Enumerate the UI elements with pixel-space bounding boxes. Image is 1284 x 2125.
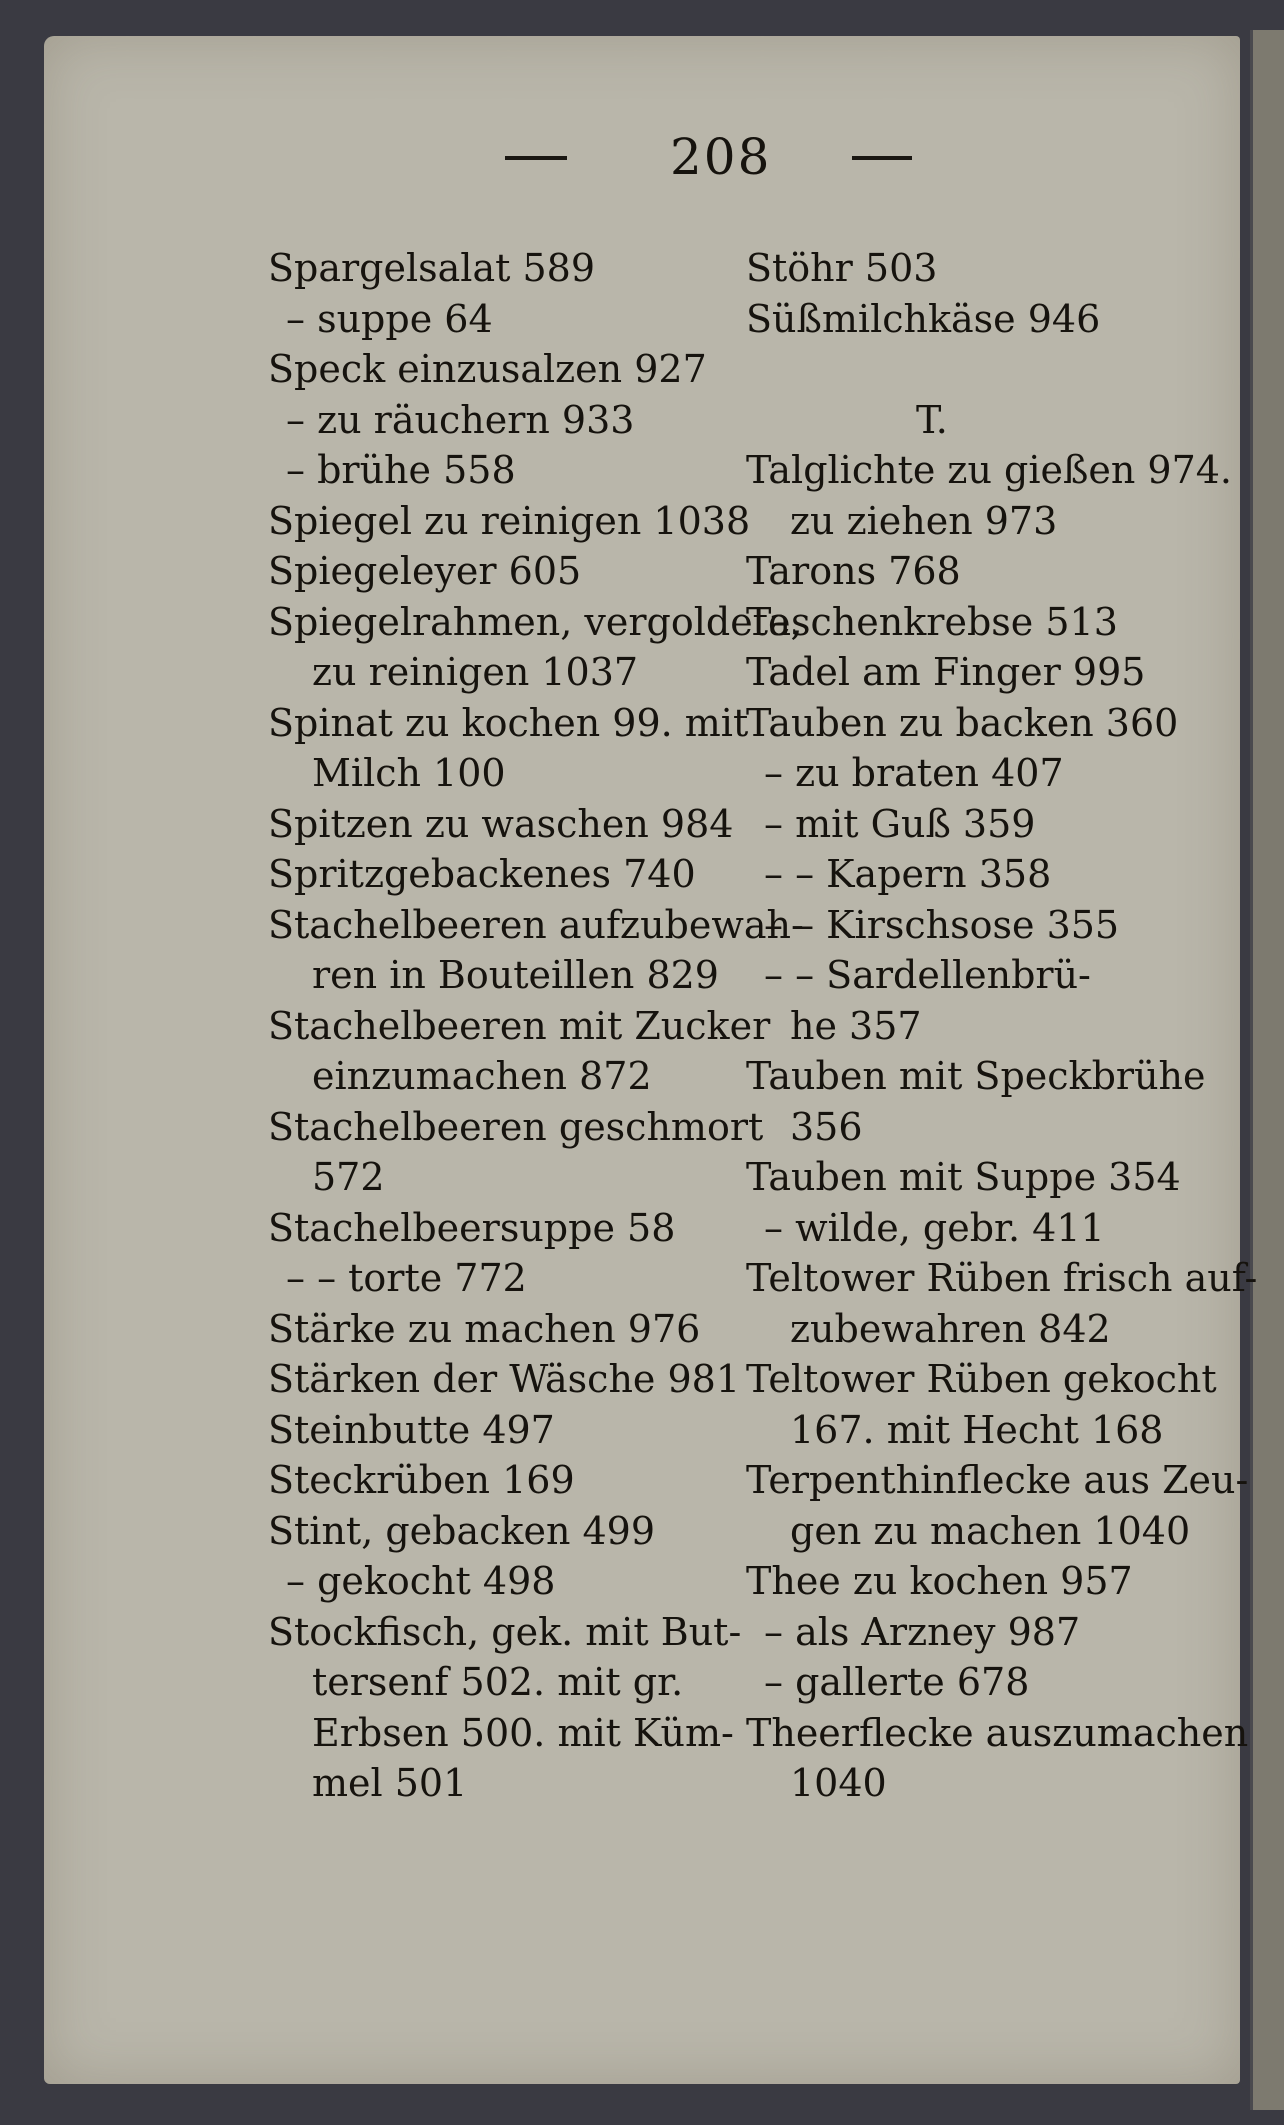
index-entry: ren in Bouteillen 829 — [312, 953, 719, 997]
index-entry: 356 — [790, 1104, 863, 1149]
index-entry: Milch 100 — [312, 751, 506, 795]
index-entry: Teltower Rüben gekocht — [746, 1357, 1217, 1401]
index-entry: Spitzen zu waschen 984 — [268, 801, 734, 846]
index-entry: Terpenthinflecke aus Zeu- — [746, 1458, 1249, 1502]
page-header — [0, 128, 1284, 198]
index-entry: Spritzgebackenes 740 — [268, 852, 696, 896]
index-entry: gen zu machen 1040 — [790, 1508, 1191, 1553]
index-entry: Steinbutte 497 — [268, 1407, 555, 1452]
index-entry: 167. mit Hecht 168 — [790, 1407, 1164, 1452]
index-entry: einzumachen 872 — [312, 1054, 652, 1098]
index-entry: zu ziehen 973 — [790, 498, 1058, 543]
index-entry: Stärken der Wäsche 981 — [268, 1357, 741, 1401]
index-entry: – suppe 64 — [286, 296, 493, 341]
index-entry: Stachelbeeren mit Zucker — [268, 1003, 771, 1048]
index-entry: – zu räuchern 933 — [286, 397, 635, 442]
index-entry: Taschenkrebse 513 — [746, 599, 1118, 644]
index-entry: mel 501 — [312, 1761, 468, 1805]
index-entry: – brühe 558 — [286, 448, 516, 492]
index-entry: zubewahren 842 — [790, 1306, 1111, 1351]
index-entry: – – Kirschsose 355 — [764, 902, 1120, 947]
index-entry: Spiegelrahmen, vergoldete, — [268, 599, 803, 644]
index-entry — [746, 344, 1256, 395]
index-entry: – – Kapern 358 — [764, 852, 1052, 896]
index-entry: Spinat zu kochen 99. mit — [268, 700, 749, 745]
index-entry: – – Sardellenbrü- — [764, 953, 1091, 997]
index-entry: – gekocht 498 — [286, 1559, 556, 1603]
index-entry: he 357 — [790, 1003, 922, 1048]
index-entry: Stint, gebacken 499 — [268, 1508, 656, 1553]
index-entry: 572 — [312, 1155, 385, 1199]
index-entry: Thee zu kochen 957 — [746, 1559, 1133, 1603]
index-entry: – mit Guß 359 — [764, 801, 1036, 846]
index-entry: Süßmilchkäse 946 — [746, 296, 1101, 341]
index-entry: Tauben mit Speckbrühe — [746, 1054, 1206, 1098]
index-entry: Stockfisch, gek. mit But- — [268, 1609, 742, 1654]
index-entry: T. — [916, 397, 948, 442]
index-entry: Erbsen 500. mit Küm- — [312, 1710, 734, 1755]
index-entry: tersenf 502. mit gr. — [312, 1660, 684, 1704]
index-entry: Talglichte zu gießen 974. — [746, 448, 1233, 492]
index-column-right — [746, 243, 1256, 1809]
index-entry: Stachelbeeren geschmort — [268, 1104, 764, 1149]
index-entry: Spiegeleyer 605 — [268, 549, 582, 593]
index-entry: Tauben zu backen 360 — [746, 700, 1179, 745]
index-entry: – als Arzney 987 — [764, 1609, 1081, 1654]
index-entry: Speck einzusalzen 927 — [268, 347, 707, 391]
index-entry: Stachelbeeren aufzubewah- — [268, 902, 804, 947]
index-entry: Tarons 768 — [746, 549, 961, 593]
index-entry: – gallerte 678 — [764, 1660, 1030, 1704]
index-entry: Steckrüben 169 — [268, 1458, 575, 1502]
index-column-left — [268, 243, 804, 1809]
index-entry: Theerflecke auszumachen — [746, 1710, 1249, 1755]
index-entry: Teltower Rüben frisch auf- — [746, 1256, 1258, 1300]
index-entry: Tadel am Finger 995 — [746, 650, 1146, 694]
index-entry: Stärke zu machen 976 — [268, 1306, 701, 1351]
index-entry: Tauben mit Suppe 354 — [746, 1155, 1181, 1199]
index-entry: – zu braten 407 — [764, 751, 1064, 795]
index-entry: – – torte 772 — [286, 1256, 527, 1300]
index-entry: Spiegel zu reinigen 1038 — [268, 498, 751, 543]
header-dash-right — [852, 156, 912, 160]
index-entry: Stachelbeersuppe 58 — [268, 1205, 676, 1250]
index-entry: – wilde, gebr. 411 — [764, 1205, 1105, 1250]
index-entry: Spargelsalat 589 — [268, 246, 595, 290]
index-entry: zu reinigen 1037 — [312, 650, 639, 694]
index-entry: 1040 — [790, 1761, 887, 1805]
index-entry: Stöhr 503 — [746, 246, 938, 290]
page-number: 208 — [670, 128, 772, 186]
header-dash-left — [505, 156, 567, 160]
